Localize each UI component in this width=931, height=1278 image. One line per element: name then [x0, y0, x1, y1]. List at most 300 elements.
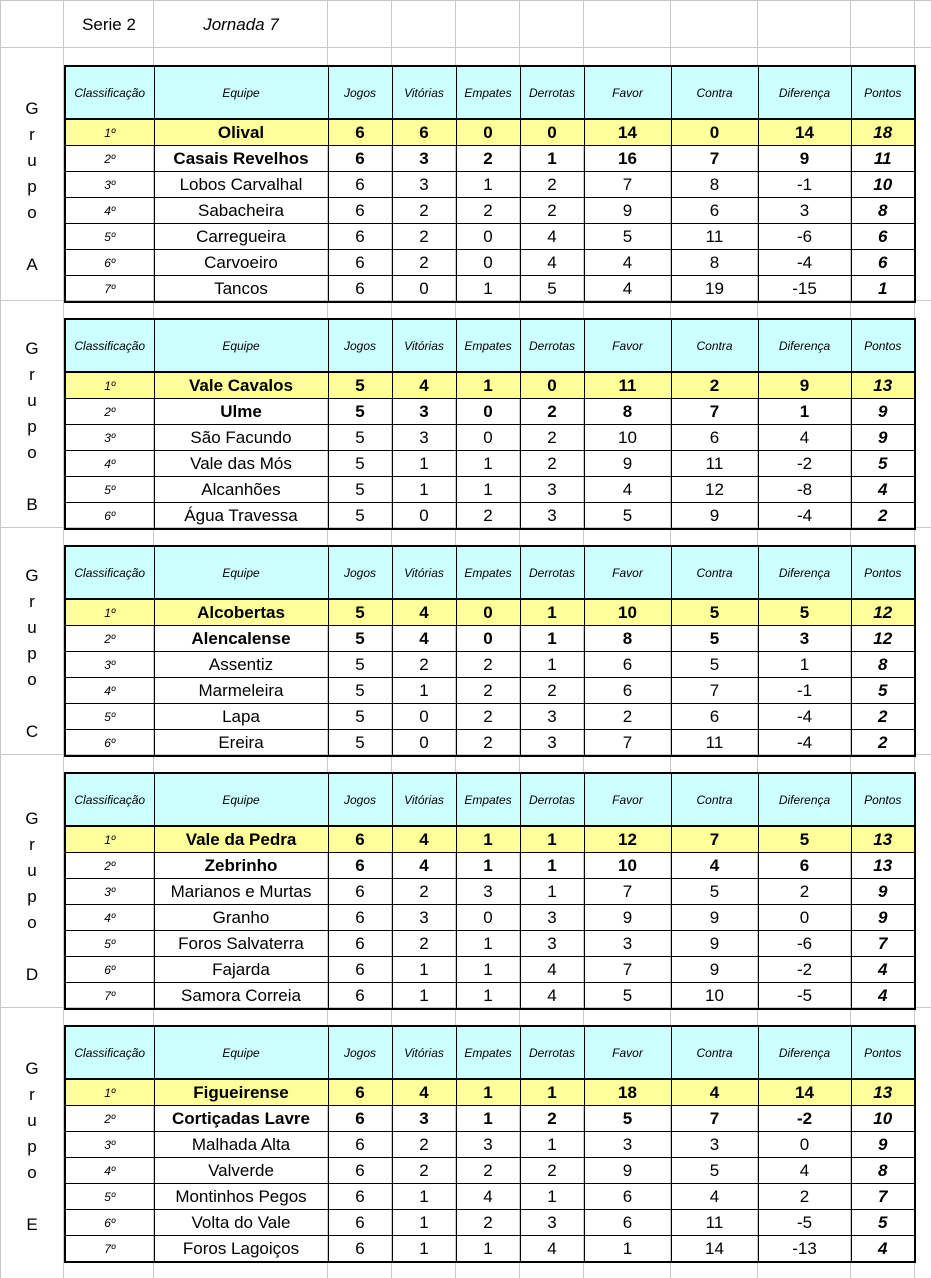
cell-pontos: 9	[851, 399, 915, 425]
table-row	[65, 172, 915, 198]
cell-pontos: 12	[851, 599, 915, 626]
group-label-letter: G	[25, 809, 39, 828]
group-label-letter: r	[29, 592, 35, 611]
cell-equipe: Samora Correia	[154, 983, 328, 1010]
column-header-favor: Favor	[584, 319, 671, 372]
cell-classificacao: 3º	[65, 1132, 154, 1158]
cell-jogos: 5	[328, 503, 392, 530]
cell-classificacao: 1º	[65, 372, 154, 399]
cell-derrotas: 4	[520, 957, 584, 983]
cell-jogos: 6	[328, 224, 392, 250]
cell-classificacao: 5º	[65, 1184, 154, 1210]
cell-contra: 5	[671, 879, 758, 905]
cell-pontos: 12	[851, 626, 915, 652]
cell-diferenca: 14	[758, 1079, 851, 1106]
column-header-diferenca: Diferença	[758, 546, 851, 599]
cell-classificacao: 3º	[65, 172, 154, 198]
table-row	[65, 957, 915, 983]
cell-vitorias: 1	[392, 477, 456, 503]
cell-contra: 2	[671, 372, 758, 399]
cell-equipe: Montinhos Pegos	[154, 1184, 328, 1210]
column-header-vitorias: Vitórias	[392, 66, 456, 119]
cell-empates: 2	[456, 146, 520, 172]
cell-vitorias: 0	[392, 276, 456, 303]
cell-empates: 0	[456, 119, 520, 146]
cell-pontos: 6	[851, 250, 915, 276]
cell-jogos: 6	[328, 957, 392, 983]
group-label-letter: B	[26, 495, 38, 514]
column-header-classificacao: Classificação	[65, 773, 154, 826]
cell-derrotas: 3	[520, 477, 584, 503]
cell-contra: 3	[671, 1132, 758, 1158]
cell-jogos: 6	[328, 983, 392, 1010]
cell-vitorias: 1	[392, 451, 456, 477]
cell-derrotas: 2	[520, 172, 584, 198]
cell-diferenca: 2	[758, 1184, 851, 1210]
cell-pontos: 4	[851, 957, 915, 983]
table-row	[65, 477, 915, 503]
column-header-derrotas: Derrotas	[520, 319, 584, 372]
cell-empates: 2	[456, 704, 520, 730]
cell-classificacao: 2º	[65, 399, 154, 425]
cell-vitorias: 2	[392, 1132, 456, 1158]
cell-favor: 5	[584, 224, 671, 250]
cell-favor: 9	[584, 1158, 671, 1184]
cell-favor: 7	[584, 957, 671, 983]
table-row	[65, 1210, 915, 1236]
column-header-pontos: Pontos	[851, 773, 915, 826]
cell-classificacao: 4º	[65, 451, 154, 477]
cell-contra: 5	[671, 626, 758, 652]
cell-pontos: 9	[851, 425, 915, 451]
cell-vitorias: 2	[392, 652, 456, 678]
cell-vitorias: 3	[392, 146, 456, 172]
cell-empates: 1	[456, 983, 520, 1010]
cell-contra: 19	[671, 276, 758, 303]
column-header-pontos: Pontos	[851, 546, 915, 599]
cell-classificacao: 1º	[65, 599, 154, 626]
column-header-diferenca: Diferença	[758, 319, 851, 372]
cell-empates: 4	[456, 1184, 520, 1210]
cell-equipe: Foros Lagoiços	[154, 1236, 328, 1263]
cell-diferenca: -15	[758, 276, 851, 303]
column-header-favor: Favor	[584, 1026, 671, 1079]
cell-derrotas: 2	[520, 1106, 584, 1132]
group-label-letter: o	[27, 1163, 37, 1182]
cell-contra: 7	[671, 1106, 758, 1132]
cell-diferenca: 2	[758, 879, 851, 905]
cell-derrotas: 3	[520, 931, 584, 957]
cell-equipe: Valverde	[154, 1158, 328, 1184]
cell-diferenca: 4	[758, 1158, 851, 1184]
column-header-jogos: Jogos	[328, 66, 392, 119]
cell-classificacao: 3º	[65, 425, 154, 451]
cell-pontos: 7	[851, 1184, 915, 1210]
cell-empates: 2	[456, 678, 520, 704]
column-header-empates: Empates	[456, 319, 520, 372]
cell-favor: 12	[584, 826, 671, 853]
cell-equipe: Casais Revelhos	[154, 146, 328, 172]
cell-derrotas: 1	[520, 599, 584, 626]
cell-derrotas: 1	[520, 879, 584, 905]
cell-equipe: Cortiçadas Lavre	[154, 1106, 328, 1132]
cell-diferenca: -4	[758, 730, 851, 757]
cell-favor: 9	[584, 451, 671, 477]
cell-equipe: Malhada Alta	[154, 1132, 328, 1158]
cell-derrotas: 3	[520, 704, 584, 730]
cell-derrotas: 1	[520, 826, 584, 853]
cell-jogos: 5	[328, 730, 392, 757]
cell-empates: 1	[456, 172, 520, 198]
cell-vitorias: 4	[392, 1079, 456, 1106]
cell-equipe: Vale das Mós	[154, 451, 328, 477]
cell-jogos: 6	[328, 1210, 392, 1236]
cell-empates: 1	[456, 451, 520, 477]
cell-diferenca: 5	[758, 599, 851, 626]
table-row	[65, 503, 915, 530]
cell-empates: 1	[456, 826, 520, 853]
column-header-classificacao: Classificação	[65, 319, 154, 372]
jornada-label: Jornada 7	[203, 15, 279, 34]
cell-diferenca: -1	[758, 678, 851, 704]
cell-favor: 1	[584, 1236, 671, 1263]
cell-pontos: 10	[851, 172, 915, 198]
cell-empates: 2	[456, 198, 520, 224]
cell-jogos: 6	[328, 1132, 392, 1158]
cell-favor: 4	[584, 250, 671, 276]
cell-favor: 10	[584, 425, 671, 451]
cell-equipe: Marmeleira	[154, 678, 328, 704]
standings-table	[64, 318, 916, 530]
table-row	[65, 626, 915, 652]
standings-table	[64, 772, 916, 1010]
cell-vitorias: 0	[392, 503, 456, 530]
cell-equipe: Água Travessa	[154, 503, 328, 530]
cell-empates: 2	[456, 1158, 520, 1184]
cell-pontos: 9	[851, 879, 915, 905]
cell-classificacao: 7º	[65, 1236, 154, 1263]
cell-favor: 5	[584, 983, 671, 1010]
table-row	[65, 1079, 915, 1106]
cell-derrotas: 4	[520, 224, 584, 250]
table-header-row	[65, 319, 915, 372]
cell-jogos: 5	[328, 704, 392, 730]
cell-contra: 6	[671, 425, 758, 451]
cell-jogos: 6	[328, 905, 392, 931]
cell-contra: 14	[671, 1236, 758, 1263]
cell-empates: 2	[456, 503, 520, 530]
table-row	[65, 730, 915, 757]
group-label-letter: D	[25, 965, 39, 984]
table-row	[65, 905, 915, 931]
cell-diferenca: -4	[758, 250, 851, 276]
cell-derrotas: 2	[520, 425, 584, 451]
cell-favor: 11	[584, 372, 671, 399]
table-row	[65, 451, 915, 477]
cell-empates: 1	[456, 853, 520, 879]
cell-derrotas: 4	[520, 983, 584, 1010]
cell-jogos: 5	[328, 626, 392, 652]
group-label-letter: p	[27, 177, 37, 196]
table-row	[65, 652, 915, 678]
group-label-letter: G	[25, 1059, 39, 1078]
cell-empates: 2	[456, 1210, 520, 1236]
cell-empates: 2	[456, 652, 520, 678]
table-row	[65, 983, 915, 1010]
table-row	[65, 119, 915, 146]
column-header-equipe: Equipe	[154, 319, 328, 372]
cell-contra: 7	[671, 146, 758, 172]
column-header-vitorias: Vitórias	[392, 319, 456, 372]
cell-favor: 10	[584, 853, 671, 879]
table-header-row	[65, 1026, 915, 1079]
cell-classificacao: 3º	[65, 652, 154, 678]
column-header-contra: Contra	[671, 319, 758, 372]
cell-derrotas: 1	[520, 146, 584, 172]
cell-vitorias: 4	[392, 626, 456, 652]
cell-equipe: Zebrinho	[154, 853, 328, 879]
cell-equipe: Sabacheira	[154, 198, 328, 224]
standings-table	[64, 1025, 916, 1263]
cell-empates: 3	[456, 879, 520, 905]
group-label-letter: u	[27, 391, 37, 410]
cell-favor: 4	[584, 477, 671, 503]
cell-equipe: Ulme	[154, 399, 328, 425]
column-header-jogos: Jogos	[328, 546, 392, 599]
column-header-derrotas: Derrotas	[520, 546, 584, 599]
cell-contra: 8	[671, 172, 758, 198]
cell-jogos: 5	[328, 372, 392, 399]
cell-vitorias: 3	[392, 905, 456, 931]
column-header-equipe: Equipe	[154, 1026, 328, 1079]
cell-empates: 0	[456, 905, 520, 931]
cell-classificacao: 2º	[65, 853, 154, 879]
column-header-contra: Contra	[671, 546, 758, 599]
group-label-letter: o	[27, 913, 37, 932]
cell-diferenca: -4	[758, 503, 851, 530]
cell-pontos: 18	[851, 119, 915, 146]
cell-classificacao: 4º	[65, 1158, 154, 1184]
cell-jogos: 5	[328, 399, 392, 425]
column-header-classificacao: Classificação	[65, 546, 154, 599]
cell-contra: 9	[671, 931, 758, 957]
table-row	[65, 1132, 915, 1158]
cell-equipe: Assentiz	[154, 652, 328, 678]
cell-jogos: 5	[328, 477, 392, 503]
cell-jogos: 6	[328, 1158, 392, 1184]
serie-label: Serie 2	[82, 15, 136, 34]
cell-favor: 6	[584, 1184, 671, 1210]
group-label-letter: r	[29, 835, 35, 854]
cell-derrotas: 1	[520, 626, 584, 652]
column-header-empates: Empates	[456, 1026, 520, 1079]
column-header-favor: Favor	[584, 546, 671, 599]
group-label-letter: u	[27, 861, 37, 880]
cell-equipe: Foros Salvaterra	[154, 931, 328, 957]
cell-derrotas: 2	[520, 451, 584, 477]
cell-contra: 4	[671, 853, 758, 879]
standings-table	[64, 545, 916, 757]
group-label-letter: u	[27, 151, 37, 170]
column-header-contra: Contra	[671, 66, 758, 119]
group-label-letter: p	[27, 417, 37, 436]
group-label-letter: G	[25, 566, 39, 585]
group-label-letter: r	[29, 365, 35, 384]
column-header-vitorias: Vitórias	[392, 1026, 456, 1079]
column-header-pontos: Pontos	[851, 319, 915, 372]
cell-derrotas: 3	[520, 503, 584, 530]
cell-derrotas: 2	[520, 1158, 584, 1184]
cell-pontos: 13	[851, 853, 915, 879]
cell-empates: 0	[456, 224, 520, 250]
cell-pontos: 5	[851, 1210, 915, 1236]
cell-equipe: Figueirense	[154, 1079, 328, 1106]
cell-pontos: 6	[851, 224, 915, 250]
cell-jogos: 6	[328, 879, 392, 905]
cell-contra: 5	[671, 1158, 758, 1184]
cell-classificacao: 2º	[65, 626, 154, 652]
column-header-jogos: Jogos	[328, 319, 392, 372]
cell-diferenca: -4	[758, 704, 851, 730]
column-header-favor: Favor	[584, 773, 671, 826]
cell-vitorias: 1	[392, 678, 456, 704]
cell-jogos: 6	[328, 119, 392, 146]
group-label-letter: E	[26, 1215, 38, 1234]
column-header-vitorias: Vitórias	[392, 773, 456, 826]
cell-empates: 1	[456, 957, 520, 983]
column-header-diferenca: Diferença	[758, 1026, 851, 1079]
table-row	[65, 879, 915, 905]
cell-jogos: 6	[328, 1106, 392, 1132]
cell-diferenca: 1	[758, 399, 851, 425]
cell-empates: 0	[456, 599, 520, 626]
cell-classificacao: 6º	[65, 957, 154, 983]
table-header-row	[65, 66, 915, 119]
cell-equipe: Tancos	[154, 276, 328, 303]
cell-derrotas: 0	[520, 119, 584, 146]
cell-contra: 6	[671, 198, 758, 224]
cell-vitorias: 1	[392, 983, 456, 1010]
cell-vitorias: 2	[392, 198, 456, 224]
cell-jogos: 6	[328, 250, 392, 276]
cell-contra: 7	[671, 399, 758, 425]
cell-contra: 5	[671, 652, 758, 678]
cell-classificacao: 5º	[65, 477, 154, 503]
cell-vitorias: 3	[392, 425, 456, 451]
cell-favor: 3	[584, 1132, 671, 1158]
cell-diferenca: -2	[758, 1106, 851, 1132]
cell-equipe: Lobos Carvalhal	[154, 172, 328, 198]
cell-empates: 1	[456, 1079, 520, 1106]
cell-favor: 2	[584, 704, 671, 730]
column-header-pontos: Pontos	[851, 66, 915, 119]
column-header-classificacao: Classificação	[65, 1026, 154, 1079]
cell-favor: 9	[584, 905, 671, 931]
cell-equipe: Fajarda	[154, 957, 328, 983]
cell-equipe: Lapa	[154, 704, 328, 730]
column-header-jogos: Jogos	[328, 773, 392, 826]
column-header-jogos: Jogos	[328, 1026, 392, 1079]
cell-contra: 8	[671, 250, 758, 276]
table-row	[65, 372, 915, 399]
cell-equipe: Vale Cavalos	[154, 372, 328, 399]
cell-derrotas: 4	[520, 1236, 584, 1263]
column-header-empates: Empates	[456, 546, 520, 599]
cell-pontos: 7	[851, 931, 915, 957]
cell-diferenca: 1	[758, 652, 851, 678]
cell-vitorias: 4	[392, 372, 456, 399]
cell-favor: 7	[584, 172, 671, 198]
cell-classificacao: 3º	[65, 879, 154, 905]
cell-jogos: 5	[328, 652, 392, 678]
group-label	[0, 96, 64, 278]
column-header-contra: Contra	[671, 773, 758, 826]
cell-vitorias: 2	[392, 931, 456, 957]
group-label-letter: r	[29, 1085, 35, 1104]
cell-vitorias: 2	[392, 250, 456, 276]
table-header-row	[65, 773, 915, 826]
cell-equipe: Alcobertas	[154, 599, 328, 626]
cell-empates: 1	[456, 372, 520, 399]
cell-contra: 11	[671, 1210, 758, 1236]
cell-pontos: 2	[851, 704, 915, 730]
cell-pontos: 1	[851, 276, 915, 303]
cell-vitorias: 1	[392, 1236, 456, 1263]
cell-pontos: 4	[851, 1236, 915, 1263]
cell-jogos: 6	[328, 853, 392, 879]
cell-empates: 3	[456, 1132, 520, 1158]
cell-diferenca: 0	[758, 1132, 851, 1158]
cell-equipe: Carregueira	[154, 224, 328, 250]
cell-vitorias: 6	[392, 119, 456, 146]
table-row	[65, 826, 915, 853]
cell-classificacao: 6º	[65, 1210, 154, 1236]
cell-empates: 1	[456, 1236, 520, 1263]
column-header-empates: Empates	[456, 773, 520, 826]
cell-favor: 7	[584, 879, 671, 905]
table-row	[65, 399, 915, 425]
group-label	[0, 336, 64, 518]
group-label-letter: A	[26, 255, 38, 274]
cell-contra: 9	[671, 957, 758, 983]
cell-classificacao: 6º	[65, 730, 154, 757]
cell-diferenca: -5	[758, 1210, 851, 1236]
cell-equipe: Olival	[154, 119, 328, 146]
column-header-derrotas: Derrotas	[520, 1026, 584, 1079]
cell-vitorias: 3	[392, 172, 456, 198]
cell-derrotas: 2	[520, 678, 584, 704]
cell-vitorias: 0	[392, 730, 456, 757]
cell-pontos: 2	[851, 503, 915, 530]
column-header-diferenca: Diferença	[758, 773, 851, 826]
cell-classificacao: 1º	[65, 826, 154, 853]
cell-diferenca: 5	[758, 826, 851, 853]
cell-pontos: 5	[851, 451, 915, 477]
cell-favor: 5	[584, 503, 671, 530]
cell-contra: 9	[671, 905, 758, 931]
cell-equipe: São Facundo	[154, 425, 328, 451]
cell-derrotas: 3	[520, 905, 584, 931]
table-row	[65, 599, 915, 626]
cell-empates: 0	[456, 250, 520, 276]
column-header-derrotas: Derrotas	[520, 66, 584, 119]
cell-empates: 0	[456, 626, 520, 652]
cell-vitorias: 1	[392, 957, 456, 983]
cell-jogos: 5	[328, 451, 392, 477]
cell-pontos: 8	[851, 1158, 915, 1184]
table-row	[65, 853, 915, 879]
cell-derrotas: 3	[520, 730, 584, 757]
